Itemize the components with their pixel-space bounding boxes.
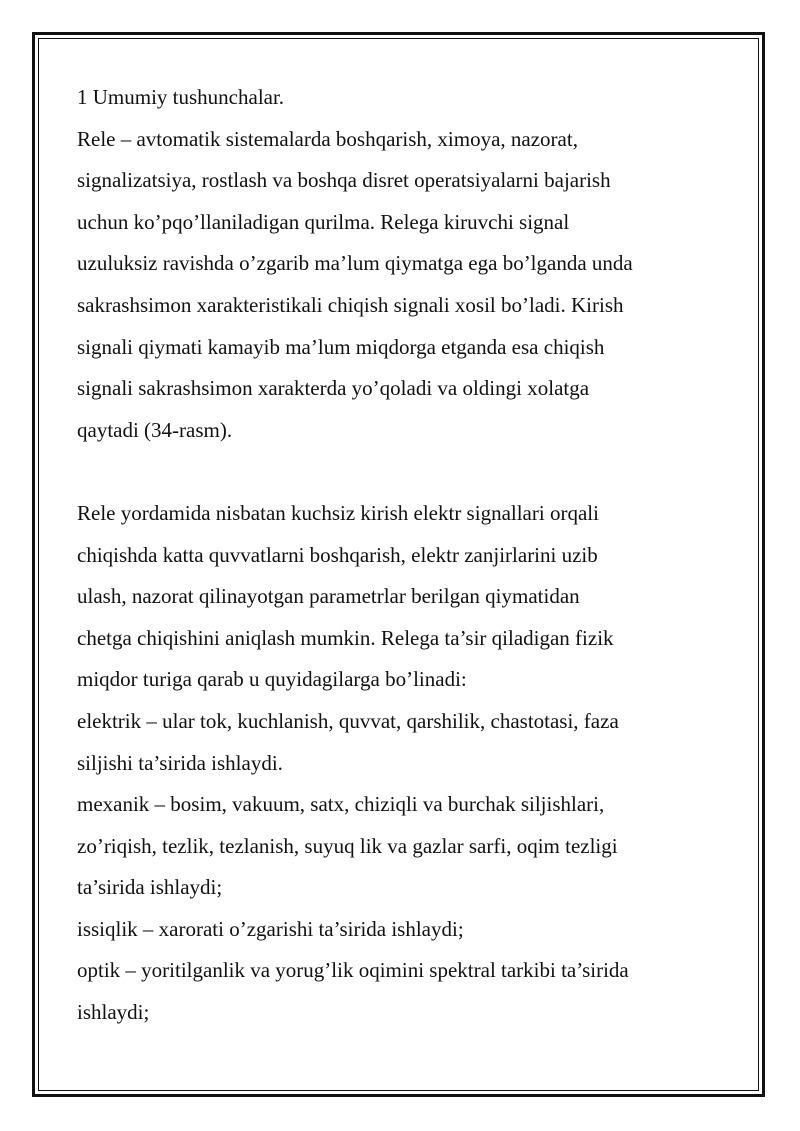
text-line: ulash, nazorat qilinayotgan parametrlar berilgan qiymatidan (77, 584, 580, 609)
text-line: signali sakrashsimon xarakterda yo’qoladi va oldingi xolatga (77, 376, 590, 401)
text-line: chiqishda katta quvvatlarni boshqarish, elektr zanjirlarini uzib (77, 542, 598, 567)
text-line: miqdor turiga qarab u quyidagilarga bo’linadi: (77, 667, 467, 692)
text-line: elektrik – ular tok, kuchlanish, quvvat, qarshilik, chastotasi, faza (77, 708, 619, 733)
text-line: uzuluksiz ravishda o’zgarib ma’lum qiymatga ega bo’lganda unda (77, 251, 633, 276)
text-line: mexanik – bosim, vakuum, satx, chiziqli va burchak siljishlari, (77, 792, 605, 817)
text-line: ta’sirida ishlaydi; (77, 875, 223, 900)
text-line: qaytadi (34-rasm). (77, 417, 233, 442)
paragraph-1 (77, 77, 727, 451)
text-line: ishlaydi; (77, 1000, 150, 1025)
text-line: Rele – avtomatik sistemalarda boshqarish, ximoya, nazorat, (77, 126, 578, 151)
text-line: optik – yoritilganlik va yorug’lik oqimini spektral tarkibi ta’sirida (77, 958, 629, 983)
text-line: sakrashsimon xarakteristikali chiqish signali xosil bo’ladi. Kirish (77, 292, 624, 317)
text-line: chetga chiqishini aniqlash mumkin. Relega ta’sir qiladigan fizik (77, 625, 614, 650)
text-line: issiqlik – xarorati o’zgarishi ta’sirida ishlaydi; (77, 916, 464, 941)
document-body (77, 77, 727, 1034)
text-line: uchun ko’pqo’llaniladigan qurilma. Relega kiruvchi signal (77, 209, 570, 234)
paragraph-2 (77, 493, 727, 1034)
text-line: signali qiymati kamayib ma’lum miqdorga etganda esa chiqish (77, 334, 605, 359)
text-line: 1 Umumiy tushunchalar. (77, 85, 285, 109)
text-line: signalizatsiya, rostlash va boshqa disret operatsiyalarni bajarish (77, 168, 611, 193)
text-line: Rele yordamida nisbatan kuchsiz kirish elektr signallari orqali (77, 500, 599, 525)
paragraph-spacer (77, 451, 727, 493)
text-line: zo’riqish, tezlik, tezlanish, suyuq lik va gazlar sarfi, oqim tezligi (77, 833, 618, 858)
text-line: siljishi ta’sirida ishlaydi. (77, 750, 283, 775)
